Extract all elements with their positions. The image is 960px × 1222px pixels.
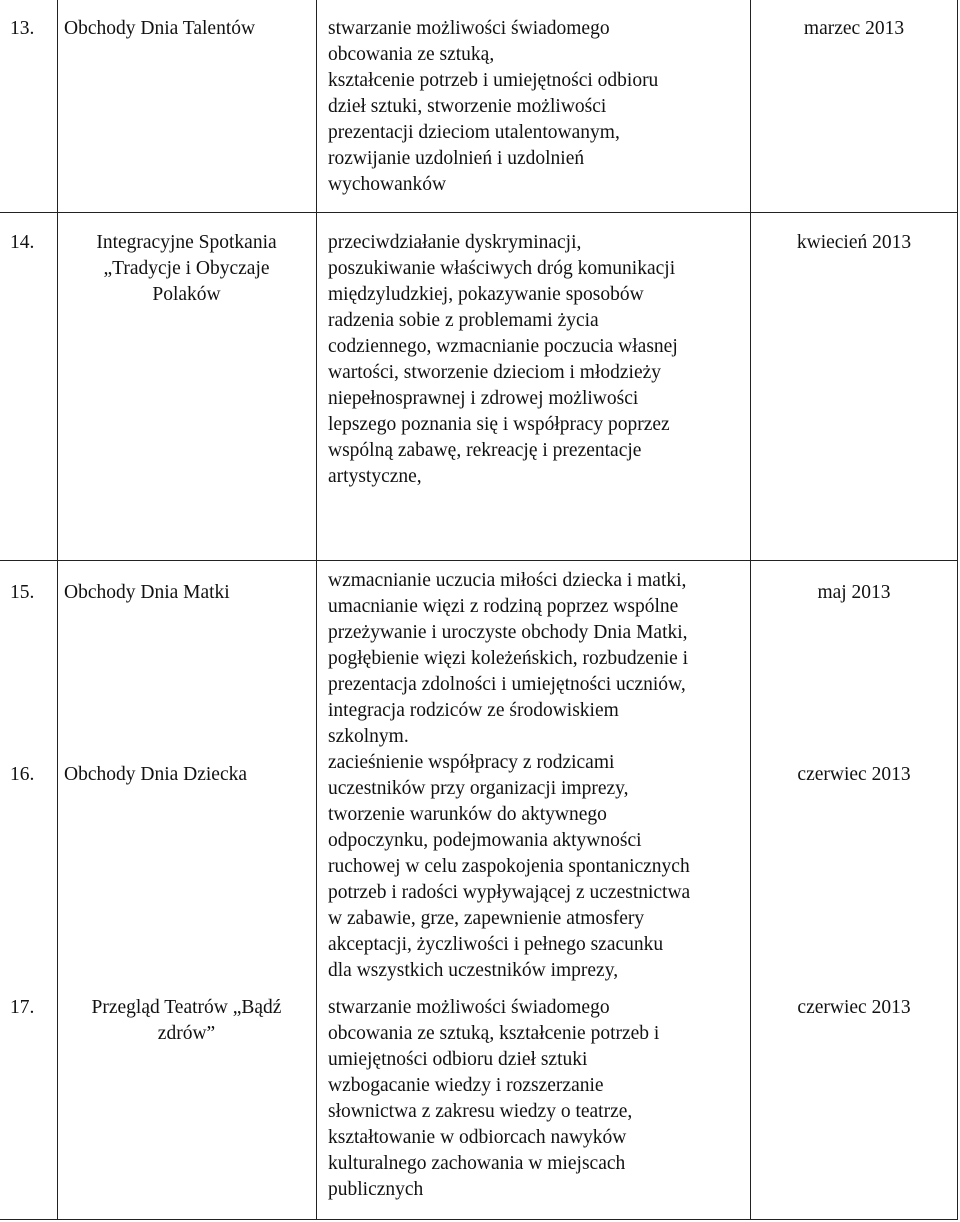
row-number: 16.	[10, 764, 35, 785]
row-number: 13.	[10, 18, 35, 39]
event-description-cell	[316, 983, 750, 1220]
event-date-cell	[750, 983, 958, 1220]
event-date: maj 2013	[817, 582, 891, 603]
event-description: przeciwdziałanie dyskryminacji, poszukiwanie właściwych dróg komunikacji międzyludzkiej, pokazywanie sposobów radzenia sobie z problemami życia codziennego, wzmacnianie poczucia własnej wartości, stworzenie dzieciom i młodzieży niepełnosprawnej i zdrowej możliwości lepszego poznania się i współpracy poprzez wspólną zabawę, rekreację i prezentacje artystyczne,	[328, 232, 678, 487]
table-border-right	[957, 0, 958, 1220]
event-description-cell	[316, 212, 750, 560]
event-date-cell	[750, 212, 958, 560]
table-border-bottom	[0, 1219, 958, 1220]
row-number-cell	[0, 753, 57, 983]
row-number: 15.	[10, 582, 35, 603]
event-name-cell	[57, 753, 316, 983]
row-divider	[0, 560, 958, 561]
event-name: Obchody Dnia Matki	[64, 582, 230, 603]
event-description: wzmacnianie uczucia miłości dziecka i matki, umacnianie więzi z rodziną poprzez wspólne przeżywanie i uroczyste obchody Dnia Matki, pogłębienie więzi koleżeńskich, rozbudzenie i prezentacja zdolności i umiejętności uczniów, integracja rodziców ze środowiskiem szkolnym.	[328, 570, 689, 747]
event-date: marzec 2013	[803, 18, 905, 39]
event-name-cell	[57, 0, 316, 212]
table-row	[0, 983, 958, 1220]
column-divider	[750, 0, 751, 1220]
event-description: stwarzanie możliwości świadomego obcowania ze sztuką, kształcenie potrzeb i umiejętności odbioru dzieł sztuki, stworzenie możliwości prezentacji dzieciom utalentowanym, rozwijanie uzdolnień i uzdolnień wychowanków	[328, 18, 659, 195]
event-description: zacieśnienie współpracy z rodzicami uczestników przy organizacji imprezy, tworzenie warunków do aktywnego odpoczynku, podejmowania aktywności ruchowej w celu zaspokojenia spontanicznych potrzeb i radości wypływającej z uczestnictwa w zabawie, grze, zapewnienie atmosfery akceptacji, życzliwości i pełnego szacunku dla wszystkich uczestników imprezy,	[328, 752, 691, 981]
event-description: stwarzanie możliwości świadomego obcowania ze sztuką, kształcenie potrzeb i umiejętności odbioru dzieł sztuki wzbogacanie wiedzy i rozszerzanie słownictwa z zakresu wiedzy o teatrze, kształtowanie w odbiorcach nawyków kulturalnego zachowania w miejscach publicznych	[328, 997, 660, 1200]
event-date-cell	[750, 560, 958, 753]
event-name-cell	[57, 212, 316, 560]
event-name: Obchody Dnia Talentów	[64, 18, 256, 39]
table-row	[0, 753, 958, 983]
row-number-cell	[0, 212, 57, 560]
row-number: 14.	[10, 232, 35, 253]
table-row	[0, 560, 958, 753]
column-divider	[316, 0, 317, 1220]
event-description-cell	[316, 0, 750, 212]
event-date: czerwiec 2013	[797, 764, 911, 785]
row-number: 17.	[10, 997, 35, 1018]
event-description-cell	[316, 560, 750, 753]
table-row	[0, 0, 958, 212]
event-name: Przegląd Teatrów „Bądź zdrów”	[91, 997, 282, 1044]
event-name: Obchody Dnia Dziecka	[64, 764, 248, 785]
event-date: kwiecień 2013	[796, 232, 912, 253]
event-date-cell	[750, 753, 958, 983]
row-number-cell	[0, 983, 57, 1220]
event-date: czerwiec 2013	[797, 997, 911, 1018]
event-date-cell	[750, 0, 958, 212]
event-description-cell	[316, 753, 750, 983]
event-name: Integracyjne Spotkania „Tradycje i Obyczaje Polaków	[96, 232, 277, 305]
row-number-cell	[0, 560, 57, 753]
table-row	[0, 212, 958, 560]
event-name-cell	[57, 560, 316, 753]
event-name-cell	[57, 983, 316, 1220]
row-divider	[0, 212, 958, 213]
column-divider	[57, 0, 58, 1220]
row-number-cell	[0, 0, 57, 212]
